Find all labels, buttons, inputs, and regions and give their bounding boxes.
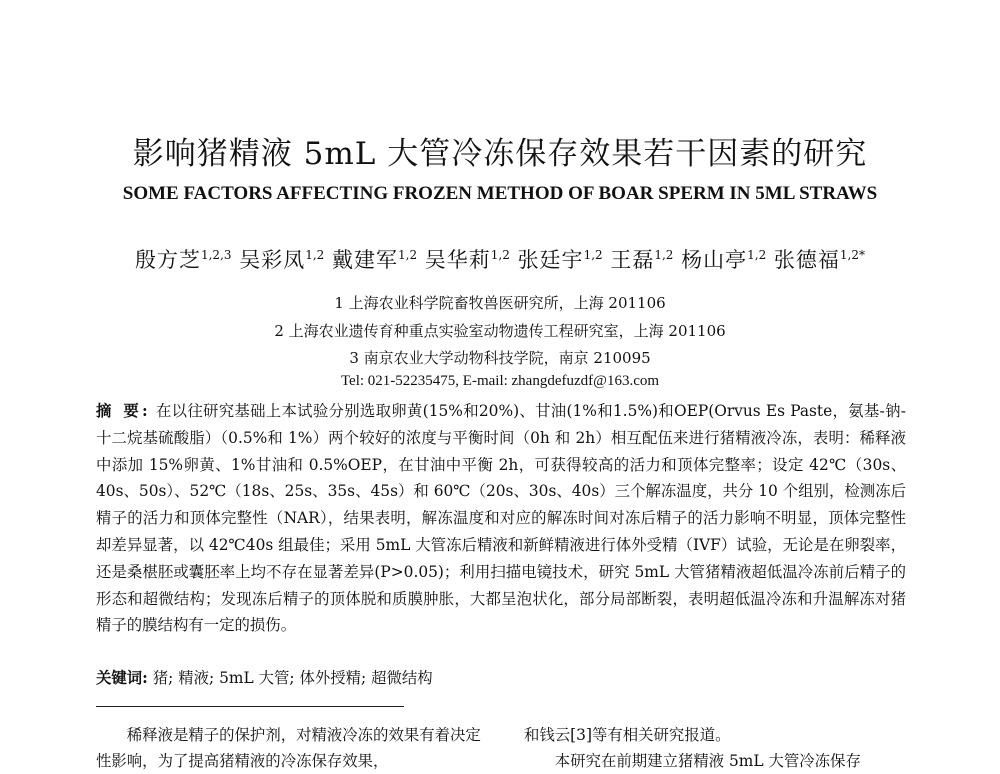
abstract-text: 在以往研究基础上本试验分别选取卵黄(15%和20%)、甘油(1%和1.5%)和OEP(Orvus Es Paste，氨基-钠-十二烷基硫酸脂）（0.5%和 1%）两个较好的浓度与平衡时间（0h 和 2h）相互配伍来进行猪精液冷冻，表明：稀释液中添加 15%卵黄、1%甘油和 0.5%OEP，在甘油中平衡 2h，可获得较高的活力和顶体完整率；设定 42℃（30s、40s、50s）、52℃（18s、25s、35s、45s）和 60℃（20s、30s、40s）三个解冻温度，共分 10 个组别，检测冻后精子的活力和顶体完整性（NAR），结果表明，解冻温度和对应的解冻时间对冻后精子的活力影响不明显，顶体完整性却差异显著，以 42℃40s 组最佳；采用 5mL 大管冻后精液和新鲜精液进行体外受精（IVF）试验，无论是在卵裂率，还是桑椹胚或囊胚率上均不存在显著差异(P>0.05)；利用扫描电镜技术，研究 5mL 大管猪精液超低温冷冻前后精子的形态和超微结构；发现冻后精子的顶体脱和质膜肿胀，大都呈泡状化，部分局部断裂，表明超低温冷冻和升温解冻对猪精子的膜结构有一定的损伤。 <box>96 402 906 635</box>
author: 殷方芝$^{1,2,3}$ <box>134 248 232 272</box>
paper-title-en: SOME FACTORS AFFECTING FROZEN METHOD OF BOAR SPERM IN 5ML STRAWS <box>122 183 878 204</box>
affiliation-1: 1 上海农业科学院畜牧兽医研究所，上海 201106 <box>334 294 666 312</box>
paper-title-cn: 影响猪精液 5mL 大管冷冻保存效果若干因素的研究 <box>132 136 868 172</box>
affiliation-2: 2 上海农业遗传育种重点实验室动物遗传工程研究室，上海 201106 <box>274 322 726 340</box>
keywords <box>96 665 906 691</box>
affiliation-3: 3 南京农业大学动物科技学院，南京 210095 <box>349 349 651 367</box>
separator-rule <box>96 706 404 707</box>
author: 戴建军$^{1,2}$ <box>332 248 418 272</box>
body-left-column: 稀释液是精子的保护剂，对精液冷冻的效果有着决定性影响，为了提高猪精液的冷冻保存效果， <box>96 726 481 770</box>
body-right-line: 本研究在前期建立猪精液 5mL 大管冷冻保存 <box>554 752 861 770</box>
keywords-label: 关键词: <box>96 669 148 687</box>
abstract-label: 摘 要: <box>96 402 151 420</box>
author: 王磊$^{1,2}$ <box>610 248 674 272</box>
contact-info: Tel: 021-52235475, E-mail: zhangdefuzdf@163.com <box>340 373 660 389</box>
author: 张廷宇$^{1,2}$ <box>517 248 603 272</box>
author: 张德福$^{1,2*}$ <box>773 248 865 272</box>
body-right-line: 和钱云[3]等有相关研究报道。 <box>524 726 731 744</box>
keywords-text: 猪; 精液; 5mL 大管; 体外授精; 超微结构 <box>152 669 433 687</box>
author: 吴彩凤$^{1,2}$ <box>239 248 325 272</box>
author: 吴华莉$^{1,2}$ <box>424 248 510 272</box>
author: 杨山亭$^{1,2}$ <box>681 248 767 272</box>
abstract <box>96 398 906 639</box>
body-right-column <box>524 722 920 774</box>
author-list <box>0 244 1000 274</box>
